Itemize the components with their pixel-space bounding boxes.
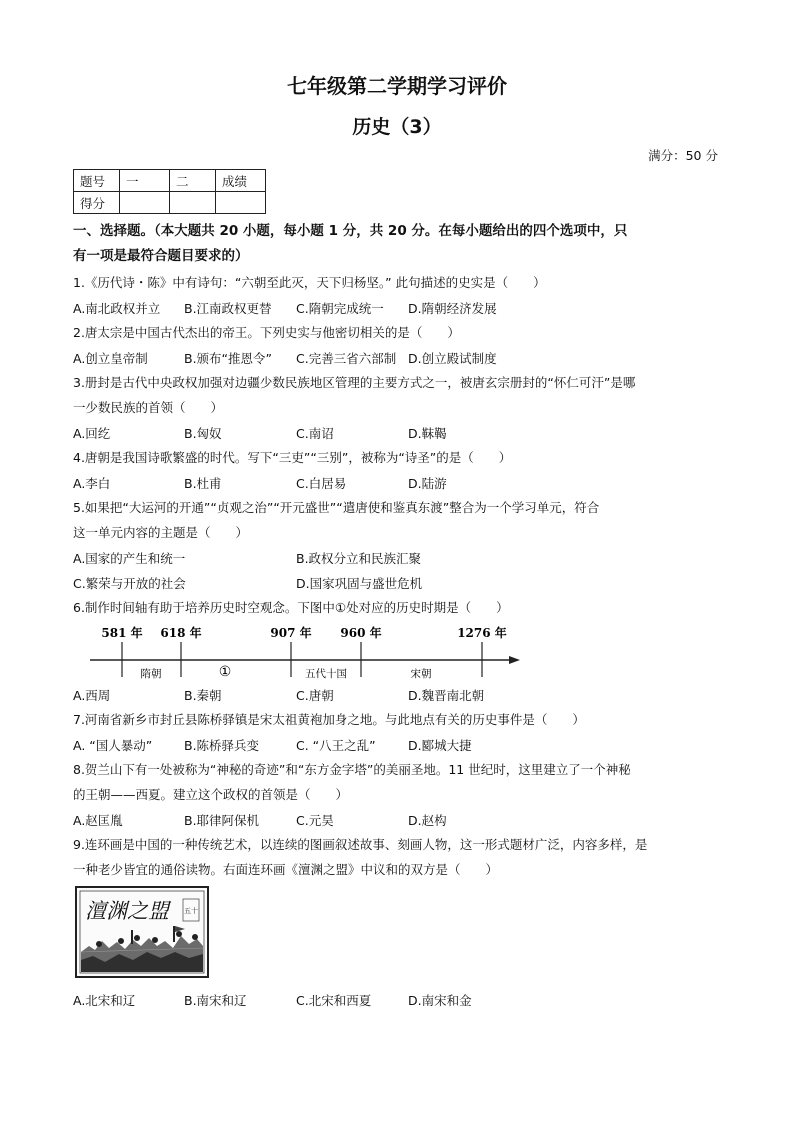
comic-title: 澶渊之盟 [85,899,169,923]
score-cell: 得分 [74,192,120,214]
option-d[interactable]: D.隋朝经济发展 [408,301,497,316]
score-table-row [74,192,266,214]
option-d[interactable]: D.靺鞨 [408,426,447,441]
option-c[interactable]: C.隋朝完成统一 [296,301,384,316]
section-heading-line: 有一项是最符合题目要求的） [73,248,249,264]
option-b[interactable]: B.陈桥驿兵变 [184,738,260,753]
score-cell: 二 [170,170,216,192]
option-d[interactable]: D.魏晋南北朝 [408,688,485,703]
question-stem: 一少数民族的首领（ ） [73,400,224,415]
option-d[interactable]: D.创立殿试制度 [408,351,497,366]
option-c[interactable]: C.元昊 [296,813,334,828]
option-c[interactable]: C.繁荣与开放的社会 [73,576,186,591]
timeline-period: 宋朝 [410,668,432,680]
timeline-period: 隋朝 [140,668,162,680]
option-c[interactable]: C.白居易 [296,476,347,491]
question-stem: 6.制作时间轴有助于培养历史时空观念。下图中①处对应的历史时期是（ ） [73,600,509,615]
score-table-row [74,170,266,192]
full-mark: 满分：50 分 [648,148,718,163]
option-c[interactable]: C.完善三省六部制 [296,351,397,366]
question-stem: 8.贺兰山下有一处被称为“神秘的奇迹”和“东方金字塔”的美丽圣地。11 世纪时，这里建立了一个神秘 [73,762,631,777]
score-input-cell[interactable] [120,192,170,214]
option-a[interactable]: A.南北政权并立 [73,301,161,316]
score-table [73,169,266,214]
score-cell: 题号 [74,170,120,192]
option-d[interactable]: D.郾城大捷 [408,738,472,753]
option-a[interactable]: A.国家的产生和统一 [73,551,186,566]
page-subtitle: 历史（3） [352,116,442,138]
timeline-year: 581 年 [101,626,143,640]
timeline-year: 960 年 [340,626,382,640]
option-d[interactable]: D.南宋和金 [408,993,472,1008]
option-d[interactable]: D.赵构 [408,813,447,828]
option-b[interactable]: B.政权分立和民族汇聚 [296,551,422,566]
question-stem: 5.如果把“大运河的开通”“贞观之治”“开元盛世”“遣唐使和鉴真东渡”整合为一个学习单元，符合 [73,500,600,515]
timeline-figure [80,624,525,682]
score-cell: 一 [120,170,170,192]
question-stem: 这一单元内容的主题是（ ） [73,525,249,540]
question-stem: 一种老少皆宜的通俗读物。右面连环画《澶渊之盟》中议和的双方是（ ） [73,862,499,877]
option-a[interactable]: A. “国人暴动” [73,738,153,753]
option-b[interactable]: B.颁布“推恩令” [184,351,273,366]
question-stem: 9.连环画是中国的一种传统艺术，以连续的图画叙述故事、刻画人物，这一形式题材广泛，内容多样，是 [73,837,648,852]
section-heading-line: 一、选择题。（本大题共 20 小题，每小题 1 分，共 20 分。在每小题给出的四个选项中，只 [73,223,628,239]
comic-illustration [75,886,209,978]
timeline-period: ① [218,664,232,680]
option-c[interactable]: C.北宋和西夏 [296,993,372,1008]
option-c[interactable]: C.南诏 [296,426,334,441]
option-a[interactable]: A.赵匡胤 [73,813,123,828]
timeline-arrow-icon [509,656,520,664]
question-stem: 3.册封是古代中央政权加强对边疆少数民族地区管理的主要方式之一，被唐玄宗册封的“怀仁可汗”是哪 [73,375,636,390]
option-c[interactable]: C.唐朝 [296,688,334,703]
option-b[interactable]: B.江南政权更替 [184,301,272,316]
option-c[interactable]: C. “八王之乱” [296,738,376,753]
timeline-year: 618 年 [160,626,202,640]
option-a[interactable]: A.创立皇帝制 [73,351,148,366]
option-a[interactable]: A.回纥 [73,426,111,441]
option-d[interactable]: D.国家巩固与盛世危机 [296,576,423,591]
question-stem: 1.《历代诗・陈》中有诗句：“六朝至此灭，天下归杨坚。” 此句描述的史实是（ ） [73,275,546,290]
option-a[interactable]: A.北宋和辽 [73,993,136,1008]
question-stem: 的王朝——西夏。建立这个政权的首领是（ ） [73,787,349,802]
question-stem: 4.唐朝是我国诗歌繁盛的时代。写下“三吏”“三别”，被称为“诗圣”的是（ ） [73,450,512,465]
question-stem: 2.唐太宗是中国古代杰出的帝王。下列史实与他密切相关的是（ ） [73,325,460,340]
option-b[interactable]: B.南宋和辽 [184,993,247,1008]
score-input-cell[interactable] [170,192,216,214]
option-b[interactable]: B.耶律阿保机 [184,813,260,828]
timeline-year: 1276 年 [457,626,507,640]
option-b[interactable]: B.秦朝 [184,688,222,703]
question-stem: 7.河南省新乡市封丘县陈桥驿镇是宋太祖黄袍加身之地。与此地点有关的历史事件是（ ） [73,712,585,727]
score-cell: 成绩 [216,170,266,192]
option-b[interactable]: B.匈奴 [184,426,222,441]
option-d[interactable]: D.陆游 [408,476,447,491]
page-title: 七年级第二学期学习评价 [287,74,507,98]
timeline-period: 五代十国 [305,668,347,680]
comic-tag: 五十 [184,907,198,915]
option-a[interactable]: A.李白 [73,476,111,491]
score-input-cell[interactable] [216,192,266,214]
option-b[interactable]: B.杜甫 [184,476,222,491]
timeline-year: 907 年 [270,626,312,640]
option-a[interactable]: A.西周 [73,688,111,703]
